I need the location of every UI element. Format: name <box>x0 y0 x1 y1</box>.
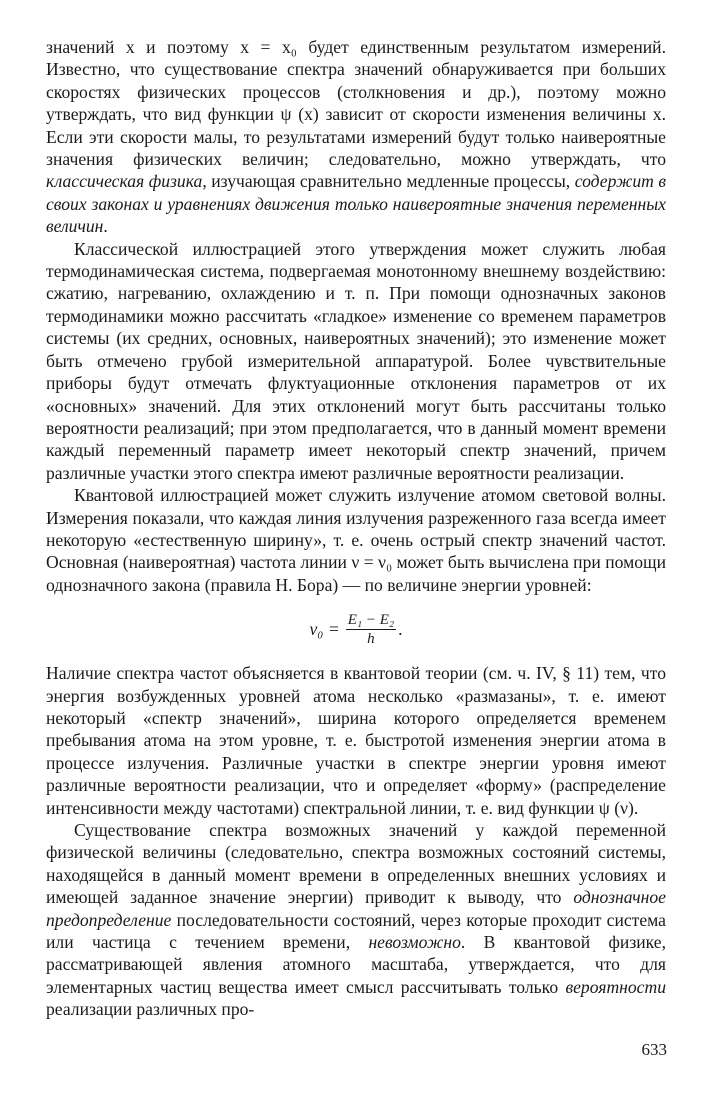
italic-text: классическая физика <box>46 171 203 192</box>
text-run: Квантовой иллюстрацией может служить излучение атомом световой волны. Измерения показали, что каждая линия излучения разреженного газа всегда имеет некоторую «естественную ширину», т. е. очень острый спектр значений частот. Основная (наивероятная) частота линии ν = ν₀ может быть вычислена при помощи однозначного закона (правила Н. Бора) — по величине энергии уровней: <box>46 485 666 595</box>
italic-text: содержит в своих законах и уравнениях движения только наивероятные значения переменных величин <box>46 171 666 237</box>
text-block-after-formula <box>46 662 666 1021</box>
text-run: Классической иллюстрацией этого утверждения может служить любая термодинамическая система, подвергаемая монотонному внешнему воздействию: сжатию, нагреванию, охлаждению и т. п. При помощи однозначных законов термодинамики можно рассчитать «гладкое» изменение со временем параметров системы (их средних, основных, наивероятных значений); это изменение может быть отмечено грубой измерительной аппаратурой. Более чувствительные приборы будут отмечать флуктуационные отклонения параметров от их «основных» значений. Для этих отклонений могут быть рассчитаны только вероятности реализаций; при этом предполагается, что в данный момент времени каждый переменный параметр имеет некоторый спектр значений, причем различные участки этого спектра имеют различные вероятности реализации. <box>46 238 666 483</box>
text-run: Наличие спектра частот объясняется в квантовой теории (см. ч. IV, § 11) тем, что энергия возбужденных уровней атома несколько «размазаны», т. е. имеют некоторый «спектр значений», ширина которого определяется временем пребывания атома на этом уровне, т. е. быстротой изменения энергии атома в процессе излучения. Различные участки в спектре энергии уровня имеют различные вероятности реализации, что и определяет «форму» (распределение интенсивности между частотами) спектральной линии, т. е. вид функции ψ (ν). <box>46 663 666 818</box>
paragraph <box>46 819 666 1021</box>
text-run: реализации различных про- <box>46 999 255 1020</box>
paragraph <box>46 238 666 484</box>
paragraph <box>46 36 666 238</box>
text-run: . <box>103 216 108 237</box>
text-run: последовательности состояний, через которые проходит система или частица с течением времени, <box>46 909 666 953</box>
italic-text: невозможно <box>368 932 461 953</box>
formula-numerator: E₁ − E₂ <box>347 611 395 628</box>
italic-text: однозначное предопределение <box>46 887 666 930</box>
text-run: Существование спектра возможных значений у каждой переменной физической величины (следовательно, спектра возможных состояний системы, находящейся в данный момент времени в определенных внешних условиях и имеющей заданное значение энергии) приводит к выводу, что <box>46 820 666 908</box>
formula-tail: . <box>398 618 403 639</box>
text-block-before-formula <box>46 36 666 596</box>
paragraph <box>46 662 666 819</box>
formula-fraction <box>346 611 396 648</box>
page-number: 633 <box>641 1040 667 1059</box>
page-body <box>46 36 666 1021</box>
text-run: значений x и поэтому x = x₀ будет единственным результатом измерений. Известно, что существование спектра значений обнаруживается при больших скоростях физических процессов (столкновения и др.), поэтому можно утверждать, что вид функции ψ (x) зависит от скорости изменения величины x. Если эти скорости малы, то результатами измерений будут только наивероятные значения физических величин; следовательно, можно утверждать, что <box>46 37 666 170</box>
formula-denominator: h <box>367 630 375 647</box>
text-run: , изучающая сравнительно медленные процессы, <box>202 171 575 192</box>
formula-lhs: ν₀ = <box>309 618 340 639</box>
text-run: . В квантовой физике, рассматривающей явления атомного масштаба, утверждается, что для элементарных частиц вещества имеет смысл рассчитывать только <box>46 932 667 997</box>
bohr-frequency-formula <box>46 602 666 656</box>
italic-text: вероятности <box>565 976 666 997</box>
paragraph <box>46 484 666 596</box>
